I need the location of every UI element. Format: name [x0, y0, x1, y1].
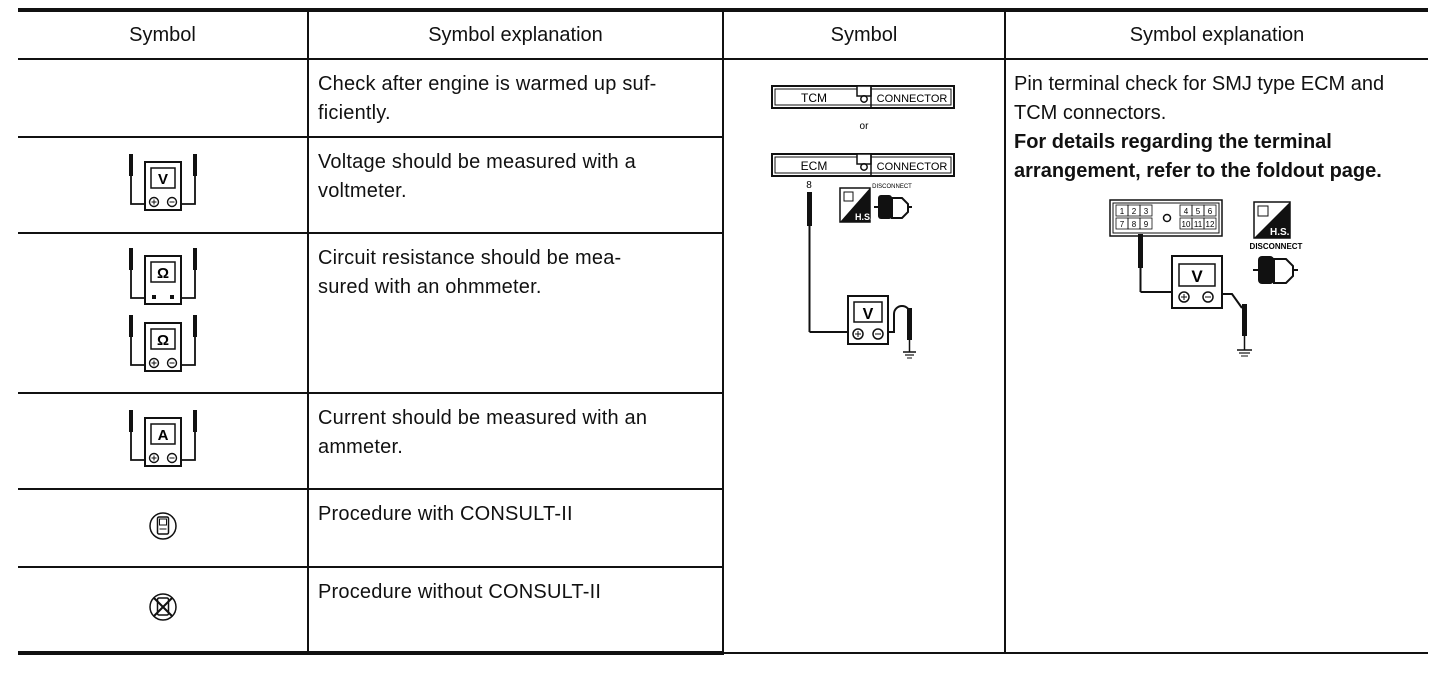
header-symbol-1: Symbol: [18, 10, 308, 59]
tcm-ecm-connector-diagram: [724, 60, 1006, 360]
ecm-label: ECM: [800, 159, 828, 173]
header-row: [18, 10, 1428, 59]
table-row: [18, 59, 1428, 137]
hs-icon: [840, 188, 873, 222]
meter-letter: A: [157, 426, 168, 444]
ammeter-text: Current should be measured with an ammeter.: [318, 407, 648, 458]
pin-label: 5: [1195, 207, 1201, 216]
symbol-ammeter: [18, 393, 308, 489]
tcm-connector-label: CONNECTOR: [876, 93, 948, 105]
consult-icon: [145, 508, 181, 544]
pin-label: 6: [1207, 207, 1213, 216]
symbol-cell-empty: [18, 59, 308, 137]
disconnect-icon: [872, 184, 912, 219]
probe-left-icon: [807, 192, 812, 226]
pin-label: 10: [1181, 220, 1191, 229]
ohmmeter-text: Circuit resistance should be mea- sured with an ohmmeter.: [318, 247, 622, 298]
voltmeter-icon-2: [1172, 256, 1222, 308]
with-consult-text: Procedure with CONSULT-II: [318, 503, 573, 525]
connector-diagram-cell: [723, 59, 1005, 653]
explanation-without-consult: [308, 567, 723, 653]
meter-letter: Ω: [156, 332, 169, 349]
hs-icon-2: [1254, 202, 1290, 238]
disconnect-icon-2: [1253, 256, 1298, 284]
svg-text:H.S.: H.S.: [855, 212, 873, 222]
explanation-with-consult: [308, 489, 723, 567]
ammeter-symbol-icon: [123, 408, 203, 470]
symbol-without-consult: [18, 567, 308, 653]
tcm-label: TCM: [801, 91, 827, 105]
header-explanation-2: Symbol explanation: [1005, 10, 1428, 59]
without-consult-text: Procedure without CONSULT-II: [318, 581, 602, 603]
ohmmeter-symbol-icon-a: [123, 246, 203, 308]
explanation-warmup: [308, 59, 723, 137]
meter-letter: V: [157, 170, 168, 188]
symbol-table: [18, 8, 1428, 655]
svg-text:DISCONNECT: DISCONNECT: [872, 184, 912, 190]
header-explanation-1: Symbol explanation: [308, 10, 723, 59]
symbol-with-consult: [18, 489, 308, 567]
disconnect-label: DISCONNECT: [1249, 242, 1303, 251]
explanation-ohmmeter: [308, 233, 723, 393]
pin-label: 11: [1193, 220, 1203, 229]
header-symbol-2: Symbol: [723, 10, 1005, 59]
pin-label: 8: [1131, 220, 1137, 229]
pin-check-text: Pin terminal check for SMJ type ECM and TCM connectors.: [1014, 73, 1385, 124]
pin-check-explanation-cell: [1005, 59, 1428, 653]
voltmeter-text: Voltage should be measured with a voltmeter.: [318, 151, 636, 202]
no-consult-icon: [145, 589, 181, 625]
meter-letter: Ω: [156, 265, 169, 282]
ecm-connector-label: CONNECTOR: [876, 161, 948, 173]
pin-check-bold-text: For details regarding the terminal arrangement, refer to the foldout page.: [1014, 131, 1382, 182]
pin-label: 2: [1131, 207, 1137, 216]
or-label: or: [859, 121, 869, 132]
pin-label: 3: [1143, 207, 1149, 216]
symbol-voltmeter: [18, 137, 308, 233]
symbol-ohmmeter: [18, 233, 308, 393]
svg-text:H.S.: H.S.: [1270, 227, 1290, 238]
warmup-text: Check after engine is warmed up suf- ficiently.: [318, 73, 657, 124]
voltmeter-symbol-icon: [123, 152, 203, 214]
voltmeter-icon: [848, 296, 888, 344]
pin-number: 8: [806, 180, 812, 191]
svg-text:V: V: [1191, 267, 1203, 286]
explanation-voltmeter: [308, 137, 723, 233]
pin-label: 9: [1143, 220, 1149, 229]
ohmmeter-symbol-icon-b: [123, 313, 203, 375]
pin-label: 12: [1205, 220, 1215, 229]
pin-arrangement-diagram: [1014, 186, 1424, 386]
explanation-ammeter: [308, 393, 723, 489]
pin-label: 7: [1119, 220, 1125, 229]
smj-connector-icon: [1110, 200, 1222, 236]
pin-label: 4: [1183, 207, 1189, 216]
svg-text:V: V: [862, 306, 874, 323]
pin-label: 1: [1119, 207, 1125, 216]
